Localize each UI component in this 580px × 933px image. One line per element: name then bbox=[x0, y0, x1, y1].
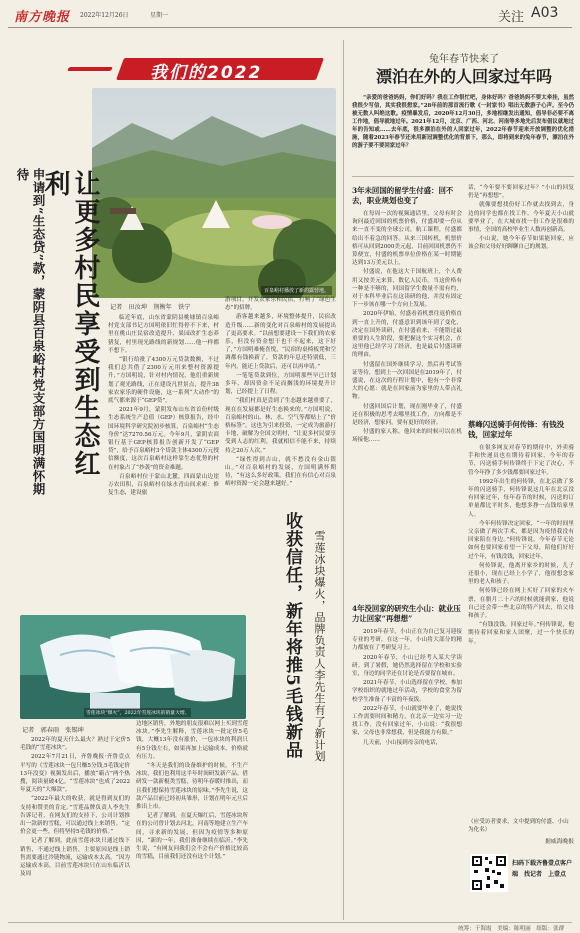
right-lead-text: “亲爱的爸爸妈妈，你们好吗？我在工作很忙吧，身体好吗？爸爸妈妈不要太牵挂，虽然我很少写信，其实我很想家。”28年前的那首流行歌《一封家书》唱出无数游子心声。至今仍被无数人叫绝这歌。疫情暴发后，2020年12月30日，多地相继发出通知，倡导非必要不离工作地，倡导就地过年。2021年12月，北京、广西、河北、河南等多地先后发布倡议就地过年的告知或……去年底，很多漂泊在外的人回家过年，2022年春节迎来开放调整的优化措施，随着2023年春节还来用新冠调整优化的背景下，那么，即将到来的兔年春节，漂泊在外的游子要不要回家过年？ bbox=[352, 95, 574, 149]
right-paragraph: 付盛留在国外继续学习，然后再考试签证等待，想到上一次回国是在2019年了，付盛说，在这次的行程计划中，他有一个非常大的心愿：就是在回家前为家里的人带点礼物。 bbox=[352, 361, 462, 401]
ice-story-paragraph: 记者了解到，在夏天爆红后，雪莲冰块所在的公司曾计划去河北，河南等地建立生产车间，寻求新的发展，但因为疫情等多种原因，“新的一年，我们准备继续在临沂。”李先生说，“有网友问我们会不会有产价格比较高的雪糕，目前我们还没有这个计划。” bbox=[136, 813, 248, 861]
masthead-logo: 南方晚报 bbox=[14, 10, 71, 25]
ice-story-col4 bbox=[136, 720, 248, 928]
right-paragraph: 1992年出生的何传锋，在北京做了多年的闪送骑手，何传锋说这几年在北京没有回家过年，每年春节的时候，闪送的订单量都比平时多，他想多挣一点钱给家里人。 bbox=[468, 478, 574, 518]
right-paragraph: 2022年春节，小山就要毕业了，她说找工作需要时间和精力，在北京一边实习一边找工作，没有回家过年，小山说：“我很想家，父母也非常想我，但是我能力有限。” bbox=[352, 705, 462, 737]
qr-caption: 扫码下载齐鲁壹点客户端 找记者 上壹点 bbox=[512, 860, 573, 878]
right-col-c bbox=[468, 184, 574, 406]
left-story-paragraph: 游项目，开发农家乐和民宿，打响了“绿色生态”的招牌。 bbox=[225, 297, 336, 312]
right-paragraph: 2019年春节，小山正在为自己复习迎接专业的考研，在这一年，小山将大部分的精力都放在了考研复习上。 bbox=[352, 629, 462, 652]
ecology-photo-caption: 百泉峪村播放了新的露营地。 bbox=[261, 286, 332, 295]
right-paragraph: 2020年春节，小山已经考入某大学读研。到了暑假，她仍然选择留在学校和实验室，身边的同学还在讨论是否要留在城市。 bbox=[352, 654, 462, 678]
right-col-b bbox=[352, 628, 462, 928]
qr-code-icon bbox=[470, 854, 508, 892]
ice-story-title: 收获信任，新年将推5毛钱新品 bbox=[282, 512, 302, 759]
right-source: 据威海晚报 bbox=[545, 839, 574, 845]
masthead-date: 2022年12月26日 bbox=[80, 12, 129, 19]
right-col-a bbox=[352, 210, 462, 596]
photo-sign-text bbox=[116, 208, 117, 213]
right-paragraph: “有钱没钱，回家过年。”何传锋说，他期待着回家和家人团聚，过一个快乐的年。 bbox=[468, 622, 574, 645]
ice-story-paragraph: 边地区销售，外地的朋友很难以网上买到雪莲冰块。”李先生解释，雪莲冰块一批定价5毛钱，大概13年没有涨价，一包冰块的利润只有5分钱左右，如果再加上运输成本，价格就有压力。 bbox=[136, 721, 248, 760]
right-subhead-2: 4年没回家的研究生小山：就业压力让回家“再想想” bbox=[352, 604, 461, 623]
left-story-paragraph: 游客越来越多，环境整体提升，民宿改造升级……新的变化对百泉峪村的发展提出了更高要求。“以前想要建设一下我们的农家乐，但没有资金想干也干不起来，这下好了，”方国明难掩喜悦，“民宿的桌椅板凳和空调都有钱换新了，贷款的年息还特别低，三年内，能还上贷款后，还可以再申请。” bbox=[225, 314, 336, 370]
ice-story-byline: 记者 郭春雨 张锡坤 bbox=[22, 727, 84, 734]
ice-story-subtitle: 雪莲冰块爆火，品牌负责人李先生有了新计划 bbox=[313, 530, 326, 762]
ice-story-paragraph: 2022年7月21日，齐鲁晚报·齐鲁壹点平写的《雪莲冰块一包只赚5分钱,5毛钱定价13年没变》视频发出后，播放“霸占”两个热搜，阅读量破4亿。“雪莲冰块”也成了2022年夏天的“大爆款”。 bbox=[20, 754, 130, 794]
left-story-paragraph: “绿性得到吉山，就不愁没有金山银山。”对百泉峪村的发展，方国明满怀期待，“有这么多好政策，我们在有信心对百泉峪村资源一定会越来越好。” bbox=[225, 456, 336, 488]
column-divider bbox=[343, 40, 344, 920]
right-lead bbox=[352, 94, 574, 177]
masthead-rule bbox=[8, 27, 572, 28]
right-paragraph: 话，“今年要不要回家过年？”小山的回复仍是“再想想”。 bbox=[468, 185, 574, 200]
page-number: A03 bbox=[531, 5, 559, 21]
right-paragraph: 付盛的家人称，他回来的时候可以在机场接他…… bbox=[352, 429, 462, 444]
right-paragraph: 今年何传锋决定回家，“一年的时间里父亲做了两次手术，都是因为疫情我没有回家陪在身边。”何传锋说，今年春节无论如何也要回家看望一下父母，陪他们好好过个年，有钱没钱，回家过年。 bbox=[468, 520, 574, 560]
right-paragraph: 何传锋说，他离开家乡的时候，儿子还很小，现在已经上小学了，他很想念家里的老人和孩子。 bbox=[468, 562, 574, 586]
left-story-paragraph: “银行给批了4300万元贷款数额，不过我们总共借了2300万元用来整村资源提升，”方国明说，针对村内情况，他们重新规划了观光路线，正在建设凡世景点，提升38家农家乐的硬件设施，这一系列“大动作”的底气都来源于“GEP贷”。 bbox=[108, 357, 219, 405]
left-story-title: 让更多村民享受到生态红利 bbox=[40, 170, 100, 478]
ice-photo-caption: 雪莲冰块“爆火”，2022年雪莲冰块的销量大增。 bbox=[84, 708, 191, 717]
left-story-col1 bbox=[108, 314, 219, 614]
left-story-paragraph: 临近年底，山东省蒙阴县桃墟镇百泉峪村党支部书记方国明依旧忙得停不下来，村里在桃山庄民宿改造提升、果园改扩生态养猪复，村里现光路线的新规划……他一样都不想下。 bbox=[108, 315, 219, 354]
right-subhead-3: 蔡峰闪送骑手何传锋：有钱没钱，回家过年 bbox=[468, 420, 565, 439]
left-story-byline: 记者 田汝坤 荆衡年 铁宁 bbox=[110, 304, 191, 311]
right-paragraph: 2020年伊始，付盛看着机票往返价格直到一直上升的，付盛意识到该年到了变化，决定在国外读研，在付盛看来，不能错过最重要的人生阶段，要把握这个实习机会，在这里他已经学习了经济，也是最后付盛读研的理由。 bbox=[352, 311, 462, 359]
right-title: 漂泊在外的人回家过年吗 bbox=[375, 67, 552, 86]
right-subhead-1: 3年未回国的留学生付盛：回不去，职业规划也变了 bbox=[352, 186, 454, 205]
section-name: 关注 bbox=[498, 10, 525, 25]
ecology-photo-graphic bbox=[92, 88, 336, 298]
left-story-paragraph: 2021年9月，蒙阴发布山东省首份村级生态系统生产总值（GEP）核算报告，经中国环境科学研究院初步核算，百泉峪村“生态身价”达7270.56万元。今年9月，蒙阴农商银行基于GEP核算报告创新开发了“GEP贷”，给予百泉峪村3个贷款主体4300万元授信额度，这次百泉峪村这样靠生态优势的村在村象占了“抄袭”的资金难题。 bbox=[108, 407, 219, 471]
right-paragraph: 几天前，小山接到母亲的电话， bbox=[363, 739, 442, 746]
right-paragraph: 在每周一次的视频通话里，父母有时会询问最近回国的机票价格，付盛却要一份从来一直不变的全球公司，航工课程，付盛都给出不着急的回答。从来三国转机，机票价格可从回到2000美元起，目前回国机票仍不算便宜，付盛的机票单位价格在某一时期能达到13万美元以上。 bbox=[352, 211, 462, 267]
footer-rule bbox=[8, 922, 572, 923]
ice-story-paragraph: “2022年最大的收获，就是得到友们的支持和赞美的肯定。”雪莲品牌负责人李先生告诉记者，在网友们的支持下，公司计划推出一款新的雪糕，可以通过线上来销售。“定价会更一些，但将坚持5毛钱的价格。” bbox=[20, 796, 130, 836]
ice-photo bbox=[20, 615, 246, 719]
left-story-subtitle: 申请到“生态贷”款，蒙阴县百泉峪村党支部方国明满怀期待 bbox=[15, 168, 46, 496]
ice-story-paragraph: “冬天是我们的设备维护的时候，不生产冰块，我们也利用这半年时间研发新产品。借研发一款新棍类雪糕，待明年春暖时推出，而且我们想保持雪莲冰块的原味。”李先生说，这款产品目前已经初具雏形，计划在明年元旦后推出上市。 bbox=[136, 763, 248, 811]
banner-swoosh bbox=[67, 67, 113, 71]
masthead-weekday: 星期一 bbox=[150, 12, 169, 19]
footer-credits: 统筹：于海霞 美编：陈明丽 组版：张群 bbox=[458, 926, 565, 932]
banner bbox=[68, 54, 336, 84]
ice-story-paragraph: 记者了解到，此前雪莲冰块只通过线下销售，不通过线上销售，主要原因是线上销售需要通过冷链物流，运输成本太高。“因为运输成本高，目前雪莲冰块只在山东临沂以及周 bbox=[20, 838, 130, 878]
banner-text: 我们的2022 bbox=[150, 63, 263, 83]
ice-story-col3 bbox=[20, 736, 130, 928]
right-paragraph: 2021年春节，小山选择留在学校，参加学校组织的就地过年活动，学校的食堂为留校学生准备了丰富的年夜饭。 bbox=[352, 680, 462, 703]
ice-photo-graphic bbox=[20, 615, 246, 719]
left-story-paragraph: 百泉峪村位于蒙山北麓，四面蒙山边崖万农田积，百泉峪村在绿水青山间求索：修复生态，建设旅 bbox=[108, 473, 219, 497]
right-paragraph: 就像要想找份好工作就去找到去，身边的同学也都在找工作。今年夏天小山就要毕业了，在大城市找一份工作是很难的事情，全国的高校毕业生人数再创新高。 bbox=[468, 202, 574, 234]
right-paragraph: 付盛回国后计划，现在刚毕业了，付盛还在积极的思考去哪里找工作，方向都是不是经济，想家问，要有更好的经济。 bbox=[352, 403, 462, 427]
ecology-photo bbox=[92, 88, 336, 298]
right-paragraph: 小山说，她今年春节如果能回家，应该会和父母好好聊聊自己的规划。 bbox=[468, 236, 574, 251]
left-story-paragraph: 一笔笔贷款到位，方国明那些早已计划多年、却因资金不足而搁浅的环境提升计划，已经提上了日程。 bbox=[225, 372, 336, 396]
right-paragraph: 付盛说，在他这大千国航班上，个人费用又按美元来算，数亿人民币。当这价格有一种是不够的，回国留学生数量不需有约，对于本科毕业后在这读研的他，并没有固定下一步该在哪一个方向上发展。 bbox=[352, 269, 462, 309]
masthead bbox=[0, 0, 580, 30]
right-paragraph: 在很多网友对春节的期待中，外卖骑手和快递员也在期待着回家，今年的春节，闪送骑手何传锋终于下定了决心，不管今年挣了多少钱都要回家过年。 bbox=[468, 445, 574, 476]
ice-story-paragraph: 2022年的夏天什么最火？熟过于定价5毛钱的“雪莲冰块”。 bbox=[20, 737, 130, 752]
left-story-paragraph: “我们村真是尝到了生态越来越重要了，现在在发展都是好生态换来的。”方国明说，百泉峪村的山、林、水、空气等都贴上了“价格标签”，这也为引来投资，一定成为旅游打卡地，破解为全国文明村，“让更多村民要享受到人志的红利，我就相信不能不来，持续持之20万人次。” bbox=[225, 398, 336, 454]
right-col-d bbox=[468, 444, 574, 814]
right-kicker: 兔年春节快来了 bbox=[429, 54, 499, 65]
qr-code[interactable] bbox=[470, 854, 508, 892]
right-note: （应受访者要求，文中提到的付盛、小山为化名） bbox=[468, 819, 569, 833]
right-paragraph: 何传锋已经在网上买好了回家的火车票，在腊月二十六的时候就能到家，他说自己还会带一些北京的特产回去，给父母和孩子。 bbox=[468, 588, 574, 620]
